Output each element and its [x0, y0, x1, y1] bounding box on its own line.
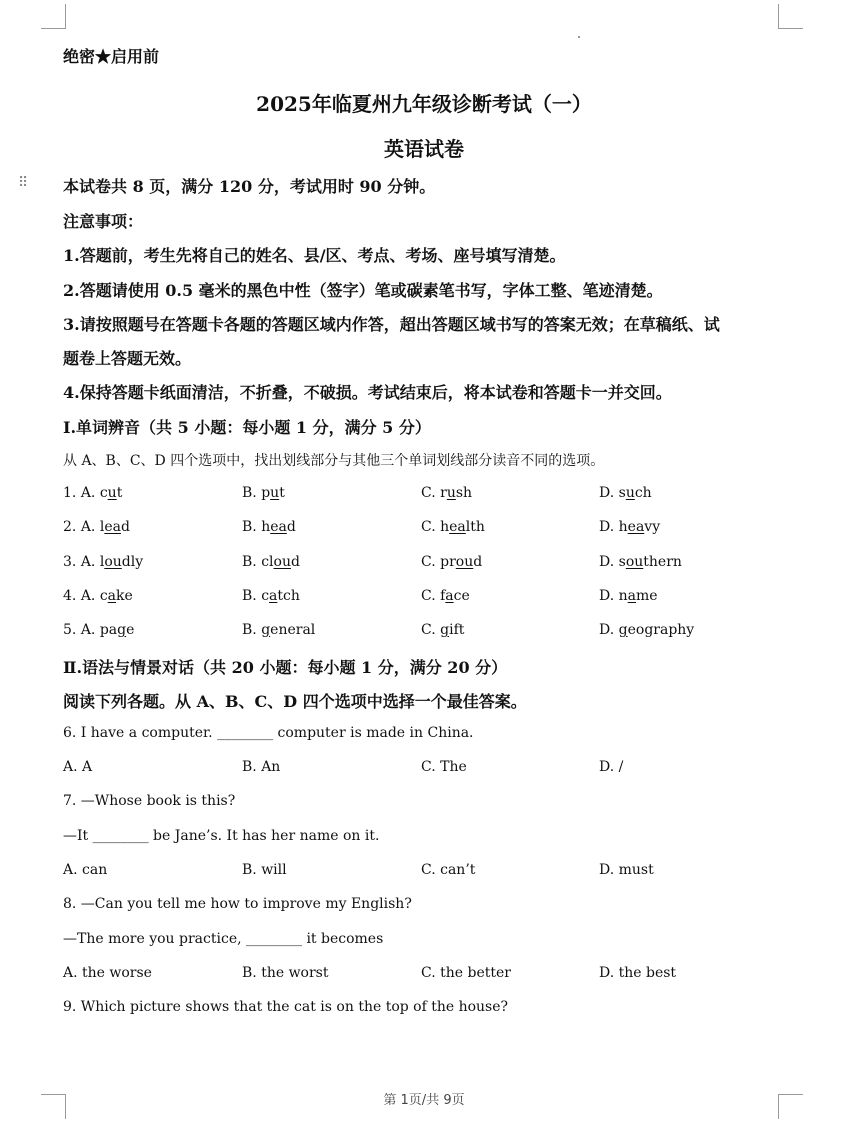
- q4-option-c[interactable]: [421, 588, 470, 604]
- option-text-prefix: A. c: [80, 485, 108, 501]
- option-text-prefix: A. l: [80, 519, 105, 535]
- q6-option-a[interactable]: A. A: [63, 759, 93, 775]
- option-text-prefix: D. h: [599, 519, 628, 535]
- option-text-suffix: ce: [453, 588, 470, 604]
- question-number: 1.: [63, 485, 81, 501]
- q2-option-d[interactable]: [599, 519, 660, 535]
- q6-option-d[interactable]: D. /: [599, 759, 624, 775]
- section-1-instruction: 从 A、B、C、D 四个选项中，找出划线部分与其他三个单词划线部分读音不同的选项。: [63, 453, 605, 469]
- underlined-letters: u: [107, 485, 117, 501]
- option-text-prefix: C. r: [421, 485, 447, 501]
- question-8-stem: 8. —Can you tell me how to improve my English?: [63, 896, 412, 912]
- underlined-letters: ou: [273, 554, 291, 570]
- option-text-suffix: dly: [121, 554, 144, 570]
- q4-option-d[interactable]: [599, 588, 658, 604]
- option-text-suffix: ke: [116, 588, 133, 604]
- crop-mark-top-left: [41, 4, 66, 29]
- section-2-heading: Ⅱ.语法与情景对话（共 20 小题：每小题 1 分，满分 20 分）: [63, 658, 508, 677]
- underlined-letters: ea: [449, 519, 466, 535]
- option-text-prefix: A. c: [80, 588, 108, 604]
- question-number: 2.: [63, 519, 81, 535]
- question-9-stem: 9. Which picture shows that the cat is on the top of the house?: [63, 999, 509, 1015]
- q7-option-b[interactable]: B. will: [242, 862, 287, 878]
- q3-option-a[interactable]: [63, 554, 143, 570]
- drag-handle-icon[interactable]: ⠿: [18, 175, 27, 191]
- option-text-suffix: d: [290, 554, 300, 570]
- option-text-prefix: B.: [242, 622, 262, 638]
- underlined-letters: a: [445, 588, 454, 604]
- note-item: 4.保持答题卡纸面清洁，不折叠，不破损。考试结束后，将本试卷和答题卡一并交回。: [63, 383, 672, 402]
- option-text-suffix: thern: [643, 554, 682, 570]
- q5-option-d[interactable]: [599, 622, 694, 638]
- option-text-prefix: B. p: [242, 485, 271, 501]
- q1-option-a[interactable]: [63, 485, 122, 501]
- option-text-suffix: t: [116, 485, 123, 501]
- q5-option-a[interactable]: [63, 622, 134, 638]
- q3-option-d[interactable]: [599, 554, 682, 570]
- underlined-letters: g: [117, 622, 127, 638]
- q8-option-b[interactable]: B. the worst: [242, 965, 329, 981]
- q2-option-a[interactable]: [63, 519, 130, 535]
- question-number: 3.: [63, 554, 81, 570]
- question-number: 5.: [63, 622, 81, 638]
- underlined-letters: a: [107, 588, 117, 604]
- option-text-suffix: d: [286, 519, 296, 535]
- question-7-line2: —It ________ be Jane’s. It has her name on it.: [63, 828, 380, 844]
- option-text-suffix: ift: [449, 622, 465, 638]
- option-text-prefix: D. n: [599, 588, 628, 604]
- q4-option-b[interactable]: [242, 588, 300, 604]
- q8-option-a[interactable]: A. the worse: [63, 965, 152, 981]
- underlined-letters: ou: [625, 554, 644, 570]
- q3-option-b[interactable]: [242, 554, 300, 570]
- q5-option-b[interactable]: [242, 622, 315, 638]
- option-text-prefix: D.: [599, 622, 619, 638]
- underlined-letters: u: [625, 485, 635, 501]
- option-text-suffix: sh: [455, 485, 473, 501]
- subject-title: 英语试卷: [384, 137, 464, 161]
- q4-option-a[interactable]: [63, 588, 133, 604]
- option-text-prefix: B. h: [242, 519, 271, 535]
- stray-dot: [578, 36, 580, 38]
- section-2-instruction: 阅读下列各题。从 A、B、C、D 四个选项中选择一个最佳答案。: [63, 692, 527, 711]
- q1-option-c[interactable]: [421, 485, 472, 501]
- option-text-suffix: me: [636, 588, 658, 604]
- option-text-prefix: A. l: [80, 554, 105, 570]
- question-6-stem: 6. I have a computer. ________ computer is made in China.: [63, 725, 474, 741]
- option-text-suffix: d: [473, 554, 483, 570]
- underlined-letters: g: [618, 622, 628, 638]
- intro-text: 本试卷共 8 页，满分 120 分，考试用时 90 分钟。: [63, 177, 436, 196]
- exam-title: 2025年临夏州九年级诊断考试（一）: [256, 92, 592, 116]
- option-text-suffix: lth: [465, 519, 485, 535]
- q8-option-d[interactable]: D. the best: [599, 965, 677, 981]
- q3-option-c[interactable]: [421, 554, 482, 570]
- note-item: 3.请按照题号在答题卡各题的答题区域内作答，超出答题区域书写的答案无效；在草稿纸、试: [63, 315, 720, 334]
- option-text-suffix: eography: [627, 622, 695, 638]
- option-text-prefix: C. f: [421, 588, 446, 604]
- note-item: 2.答题请使用 0.5 毫米的黑色中性（签字）笔或碳素笔书写，字体工整、笔迹清楚。: [63, 281, 663, 300]
- option-text-prefix: B. c: [242, 588, 270, 604]
- underlined-letters: a: [269, 588, 278, 604]
- q8-option-c[interactable]: C. the better: [421, 965, 511, 981]
- underlined-letters: ou: [104, 554, 122, 570]
- option-text-suffix: ch: [634, 485, 652, 501]
- underlined-letters: ea: [270, 519, 287, 535]
- q2-option-b[interactable]: [242, 519, 296, 535]
- option-text-prefix: A. pa: [80, 622, 118, 638]
- notes-heading: 注意事项：: [63, 212, 144, 231]
- q7-option-d[interactable]: D. must: [599, 862, 654, 878]
- option-text-suffix: eneral: [270, 622, 316, 638]
- question-8-line2: —The more you practice, ________ it becomes: [63, 931, 384, 947]
- q7-option-a[interactable]: A. can: [63, 862, 108, 878]
- q6-option-b[interactable]: B. An: [242, 759, 281, 775]
- q5-option-c[interactable]: [421, 622, 464, 638]
- underlined-letters: u: [270, 485, 280, 501]
- underlined-letters: g: [440, 622, 450, 638]
- option-text-prefix: C. pr: [421, 554, 456, 570]
- underlined-letters: u: [446, 485, 456, 501]
- q2-option-c[interactable]: [421, 519, 485, 535]
- question-number: 4.: [63, 588, 81, 604]
- confidential-label: 绝密★启用前: [63, 47, 160, 66]
- option-text-prefix: D. s: [599, 485, 626, 501]
- q6-option-c[interactable]: C. The: [421, 759, 467, 775]
- option-text-prefix: D. s: [599, 554, 626, 570]
- option-text-prefix: B. cl: [242, 554, 274, 570]
- note-item: 1.答题前，考生先将自己的姓名、县/区、考点、考场、座号填写清楚。: [63, 246, 566, 265]
- section-1-heading: I.单词辨音（共 5 小题：每小题 1 分，满分 5 分）: [63, 418, 431, 437]
- option-text-suffix: d: [120, 519, 130, 535]
- q7-option-c[interactable]: C. can’t: [421, 862, 476, 878]
- option-text-prefix: C. h: [421, 519, 450, 535]
- underlined-letters: ea: [104, 519, 121, 535]
- note-item: 题卷上答题无效。: [63, 349, 192, 368]
- underlined-letters: ou: [455, 554, 474, 570]
- option-text-suffix: tch: [277, 588, 300, 604]
- crop-mark-top-right: [778, 4, 803, 29]
- page-number: 第 1页/共 9页: [383, 1093, 465, 1108]
- question-7-stem: 7. —Whose book is this?: [63, 793, 236, 809]
- underlined-letters: ea: [627, 519, 645, 535]
- q1-option-b[interactable]: [242, 485, 285, 501]
- q1-option-d[interactable]: [599, 485, 652, 501]
- underlined-letters: g: [261, 622, 271, 638]
- option-text-suffix: vy: [644, 519, 661, 535]
- option-text-prefix: C.: [421, 622, 441, 638]
- option-text-suffix: t: [279, 485, 285, 501]
- option-text-suffix: e: [126, 622, 135, 638]
- underlined-letters: a: [627, 588, 637, 604]
